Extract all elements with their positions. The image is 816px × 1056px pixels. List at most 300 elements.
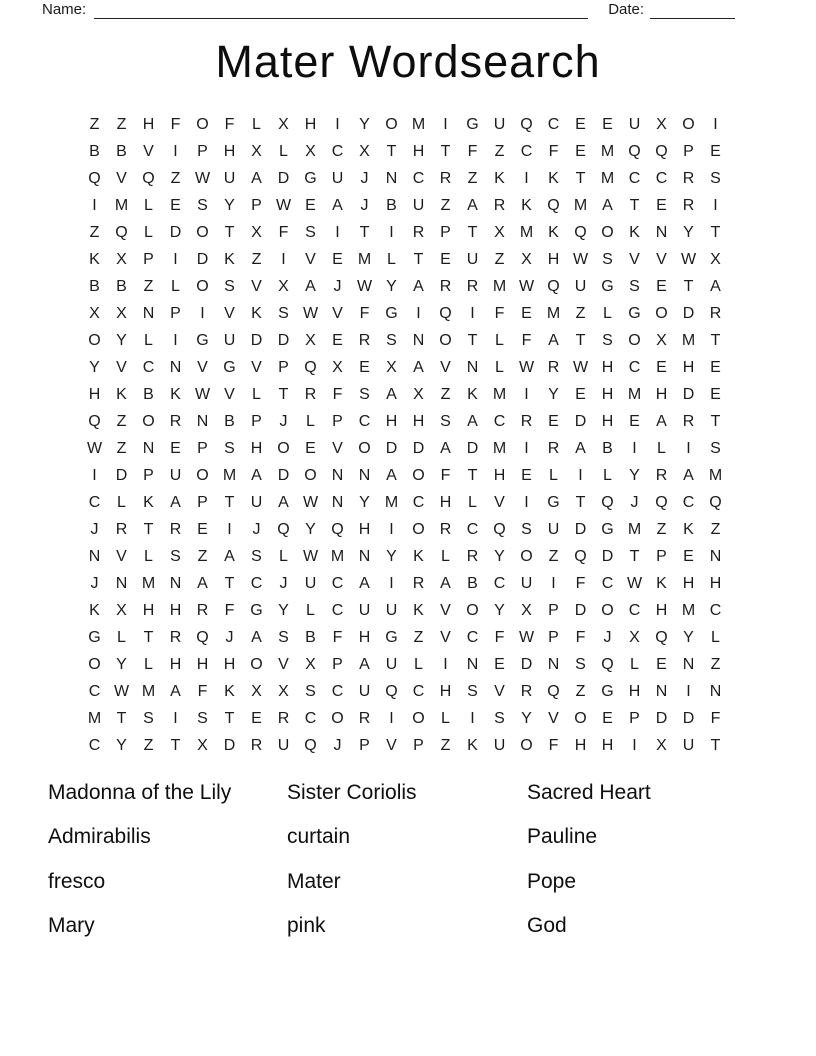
grid-row [81,192,729,219]
grid-cell: Z [116,440,127,457]
grid-cell: M [384,494,399,511]
grid-cell: X [116,602,127,619]
grid-cell: V [251,278,262,295]
grid-cell: V [494,683,505,700]
grid-cell: R [358,710,371,727]
grid-cell: L [117,629,126,646]
word-list-item: pink [287,914,326,938]
grid-cell: I [524,440,529,457]
grid-cell: Q [655,143,668,160]
grid-cell: O [358,440,371,457]
grid-cell: O [196,278,209,295]
grid-cell: B [305,629,316,646]
grid-cell: R [466,548,479,565]
grid-cell: P [332,413,343,430]
grid-cell: U [466,251,479,268]
grid-cell: E [332,251,343,268]
grid-cell: T [710,413,721,430]
grid-cell: Q [277,521,290,538]
grid-cell: H [196,656,209,673]
grid-cell: R [412,224,425,241]
grid-cell: S [602,251,613,268]
grid-cell: S [170,548,181,565]
grid-cell: E [656,278,667,295]
grid-row [81,489,729,516]
grid-cell: Z [467,170,478,187]
grid-cell: L [468,494,477,511]
grid-cell: N [412,332,425,349]
word-list-item: curtain [287,825,351,849]
grid-cell: X [359,143,370,160]
grid-cell: Q [547,197,560,214]
grid-cell: A [332,197,343,214]
grid-cell: L [306,413,315,430]
grid-cell: P [197,143,208,160]
grid-cell: Z [89,224,100,241]
grid-cell: W [302,305,319,322]
grid-cell: Y [224,197,235,214]
word-list-column-3 [527,781,651,959]
grid-cell: E [656,197,667,214]
grid-cell: T [359,224,370,241]
grid-cell: I [416,305,421,322]
grid-cell: R [115,521,128,538]
grid-cell: L [144,332,153,349]
grid-cell: E [710,143,721,160]
grid-cell: R [250,737,263,754]
grid-cell: P [170,305,181,322]
grid-cell: N [142,440,155,457]
word-list [48,781,768,981]
grid-cell: R [304,386,317,403]
grid-cell: T [278,386,289,403]
grid-cell: I [713,116,718,133]
grid-cell: P [278,359,289,376]
grid-cell: Z [656,521,667,538]
grid-cell: S [305,224,316,241]
grid-cell: L [144,224,153,241]
grid-row [81,543,729,570]
grid-cell: D [412,440,425,457]
grid-row [81,138,729,165]
grid-cell: P [197,494,208,511]
grid-cell: Q [628,143,641,160]
grid-cell: F [548,737,559,754]
grid-cell: T [710,737,721,754]
grid-cell: O [601,224,614,241]
grid-cell: X [656,737,667,754]
grid-cell: D [169,224,182,241]
grid-cell: H [412,143,425,160]
grid-cell: V [332,305,343,322]
grid-cell: Y [386,548,397,565]
grid-cell: Q [709,494,722,511]
grid-cell: E [575,386,586,403]
grid-cell: I [551,575,556,592]
grid-cell: C [466,521,479,538]
grid-cell: P [251,197,262,214]
grid-cell: V [629,251,640,268]
grid-cell: N [466,656,479,673]
grid-cell: L [495,332,504,349]
grid-cell: U [574,278,587,295]
grid-cell: I [92,197,97,214]
grid-cell: J [630,494,639,511]
grid-cell: A [305,278,316,295]
grid-cell: Q [601,656,614,673]
grid-cell: Q [655,494,668,511]
grid-cell: O [466,602,479,619]
word-list-item: Pope [527,869,577,893]
grid-cell: R [520,413,533,430]
word-list-column-1 [48,781,231,959]
grid-cell: H [601,386,614,403]
grid-cell: M [87,710,102,727]
grid-cell: K [629,224,640,241]
grid-cell: O [412,710,425,727]
grid-cell: R [169,521,182,538]
grid-cell: C [493,413,506,430]
grid-cell: Q [385,683,398,700]
grid-cell: Z [116,413,127,430]
grid-cell: X [251,143,262,160]
grid-cell: D [115,467,128,484]
grid-cell: S [386,332,397,349]
grid-cell: O [196,116,209,133]
grid-cell: X [656,116,667,133]
grid-cell: L [603,467,612,484]
grid-cell: A [683,467,694,484]
grid-cell: R [358,332,371,349]
grid-cell: T [143,629,154,646]
grid-cell: H [358,629,371,646]
grid-cell: S [305,683,316,700]
grid-cell: Y [683,629,694,646]
wordsearch-grid [81,111,729,759]
grid-cell: D [574,413,587,430]
word-list-item: God [527,914,567,938]
grid-cell: V [116,548,127,565]
grid-cell: Q [547,683,560,700]
grid-row [81,678,729,705]
grid-cell: R [493,197,506,214]
grid-cell: Q [304,737,317,754]
grid-cell: N [547,656,560,673]
grid-cell: X [278,278,289,295]
grid-cell: J [279,413,288,430]
grid-cell: J [225,629,234,646]
grid-cell: F [224,116,235,133]
grid-cell: Y [116,737,127,754]
grid-cell: O [250,656,263,673]
grid-cell: I [524,386,529,403]
grid-cell: F [440,467,451,484]
grid-row [81,300,729,327]
grid-cell: I [389,224,394,241]
grid-cell: C [628,602,641,619]
grid-cell: M [141,575,156,592]
grid-cell: I [200,305,205,322]
grid-cell: W [518,629,535,646]
grid-cell: C [709,602,722,619]
grid-cell: S [224,440,235,457]
grid-cell: X [305,656,316,673]
grid-cell: R [547,440,560,457]
grid-cell: T [143,521,154,538]
grid-cell: G [250,602,263,619]
grid-cell: K [89,251,100,268]
grid-cell: H [223,656,236,673]
grid-cell: O [655,305,668,322]
grid-cell: L [549,467,558,484]
grid-cell: N [115,575,128,592]
grid-cell: G [385,629,398,646]
grid-cell: V [116,170,127,187]
grid-cell: M [492,386,507,403]
grid-cell: U [628,116,641,133]
grid-cell: D [196,251,209,268]
grid-cell: B [89,143,100,160]
grid-cell: M [708,467,723,484]
grid-cell: O [196,224,209,241]
grid-cell: X [278,683,289,700]
grid-cell: D [574,521,587,538]
grid-cell: A [467,197,478,214]
grid-cell: Y [494,602,505,619]
word-list-column-2 [287,781,417,959]
grid-cell: T [224,224,235,241]
grid-cell: E [602,116,613,133]
grid-cell: M [141,683,156,700]
grid-cell: L [630,656,639,673]
grid-cell: G [385,305,398,322]
grid-cell: O [439,332,452,349]
grid-cell: Z [710,521,721,538]
grid-cell: T [710,224,721,241]
grid-cell: K [116,386,127,403]
grid-cell: R [655,467,668,484]
grid-cell: W [518,278,535,295]
grid-cell: O [142,413,155,430]
grid-cell: R [439,170,452,187]
grid-cell: C [412,170,425,187]
grid-cell: C [88,683,101,700]
grid-cell: N [709,548,722,565]
grid-cell: Y [359,494,370,511]
grid-cell: R [709,305,722,322]
grid-cell: T [467,332,478,349]
grid-cell: C [358,413,371,430]
grid-cell: Q [655,629,668,646]
grid-cell: Y [116,332,127,349]
grid-cell: L [171,278,180,295]
grid-cell: U [223,332,236,349]
grid-cell: L [495,359,504,376]
grid-cell: F [494,305,505,322]
grid-cell: L [603,305,612,322]
grid-cell: W [194,386,211,403]
grid-cell: G [601,278,614,295]
grid-cell: T [224,494,235,511]
grid-cell: I [686,683,691,700]
grid-cell: P [197,440,208,457]
grid-cell: L [279,548,288,565]
grid-cell: O [520,737,533,754]
grid-cell: C [520,143,533,160]
grid-cell: O [88,656,101,673]
grid-cell: I [281,251,286,268]
grid-cell: T [170,737,181,754]
grid-cell: J [603,629,612,646]
grid-cell: Y [386,278,397,295]
grid-cell: Q [196,629,209,646]
grid-cell: N [358,548,371,565]
grid-cell: I [443,116,448,133]
grid-cell: A [251,467,262,484]
grid-cell: H [655,386,668,403]
grid-cell: I [713,197,718,214]
grid-cell: I [524,170,529,187]
grid-cell: M [546,305,561,322]
grid-row [81,705,729,732]
grid-cell: S [197,197,208,214]
grid-row [81,111,729,138]
grid-cell: M [600,143,615,160]
grid-cell: A [548,332,559,349]
grid-cell: G [88,629,101,646]
grid-cell: Y [116,656,127,673]
grid-cell: V [548,710,559,727]
grid-cell: E [251,710,262,727]
grid-cell: V [440,602,451,619]
grid-cell: H [709,575,722,592]
grid-cell: E [656,359,667,376]
grid-cell: M [492,440,507,457]
grid-cell: P [143,251,154,268]
grid-row [81,516,729,543]
grid-cell: S [143,710,154,727]
grid-cell: E [170,440,181,457]
grid-cell: Q [142,170,155,187]
grid-cell: I [443,656,448,673]
grid-cell: V [278,656,289,673]
grid-cell: Q [493,521,506,538]
grid-cell: I [578,467,583,484]
grid-row [81,327,729,354]
grid-cell: R [682,413,695,430]
grid-cell: G [223,359,236,376]
grid-row [81,435,729,462]
grid-cell: C [682,494,695,511]
grid-cell: U [277,737,290,754]
grid-cell: S [251,548,262,565]
grid-cell: K [683,521,694,538]
grid-cell: Z [440,386,451,403]
grid-cell: Z [251,251,262,268]
grid-cell: O [574,710,587,727]
grid-cell: S [521,521,532,538]
grid-cell: I [92,467,97,484]
grid-cell: U [331,170,344,187]
grid-cell: T [440,143,451,160]
grid-cell: P [656,548,667,565]
grid-cell: P [548,629,559,646]
grid-cell: A [251,629,262,646]
grid-cell: O [88,332,101,349]
grid-cell: E [575,116,586,133]
grid-cell: N [358,467,371,484]
grid-cell: G [196,332,209,349]
grid-cell: C [412,683,425,700]
grid-cell: U [358,602,371,619]
grid-cell: D [277,170,290,187]
grid-cell: Z [143,737,154,754]
grid-cell: V [224,305,235,322]
grid-cell: I [632,737,637,754]
grid-cell: Q [601,494,614,511]
word-list-item: Sister Coriolis [287,781,417,804]
grid-cell: Y [629,467,640,484]
grid-cell: K [548,170,559,187]
grid-cell: K [521,197,532,214]
grid-cell: I [470,710,475,727]
grid-cell: H [304,116,317,133]
grid-cell: F [278,224,289,241]
grid-row [81,273,729,300]
grid-cell: M [627,521,642,538]
grid-cell: J [333,278,342,295]
grid-cell: W [356,278,373,295]
grid-cell: G [601,521,614,538]
grid-row [81,408,729,435]
grid-cell: Z [170,170,181,187]
grid-cell: D [250,332,263,349]
grid-cell: Y [521,710,532,727]
grid-cell: Q [115,224,128,241]
word-list-item: Sacred Heart [527,781,651,804]
grid-cell: F [575,575,586,592]
grid-cell: S [710,170,721,187]
grid-cell: E [359,359,370,376]
grid-cell: M [681,332,696,349]
grid-cell: H [574,737,587,754]
grid-cell: Y [305,521,316,538]
grid-cell: S [494,710,505,727]
grid-cell: D [277,332,290,349]
grid-cell: A [440,575,451,592]
grid-cell: Z [440,197,451,214]
grid-cell: E [521,305,532,322]
grid-cell: O [412,521,425,538]
grid-cell: A [251,170,262,187]
word-list-item: Mater [287,869,341,893]
grid-cell: V [224,386,235,403]
grid-cell: A [224,548,235,565]
grid-cell: X [197,737,208,754]
grid-cell: H [682,575,695,592]
grid-cell: A [656,413,667,430]
grid-cell: D [574,602,587,619]
grid-cell: S [224,278,235,295]
grid-cell: H [223,143,236,160]
grid-cell: L [387,251,396,268]
grid-cell: E [710,386,721,403]
grid-cell: C [547,116,560,133]
grid-cell: P [413,737,424,754]
grid-cell: K [224,251,235,268]
grid-cell: N [142,305,155,322]
grid-cell: L [279,143,288,160]
